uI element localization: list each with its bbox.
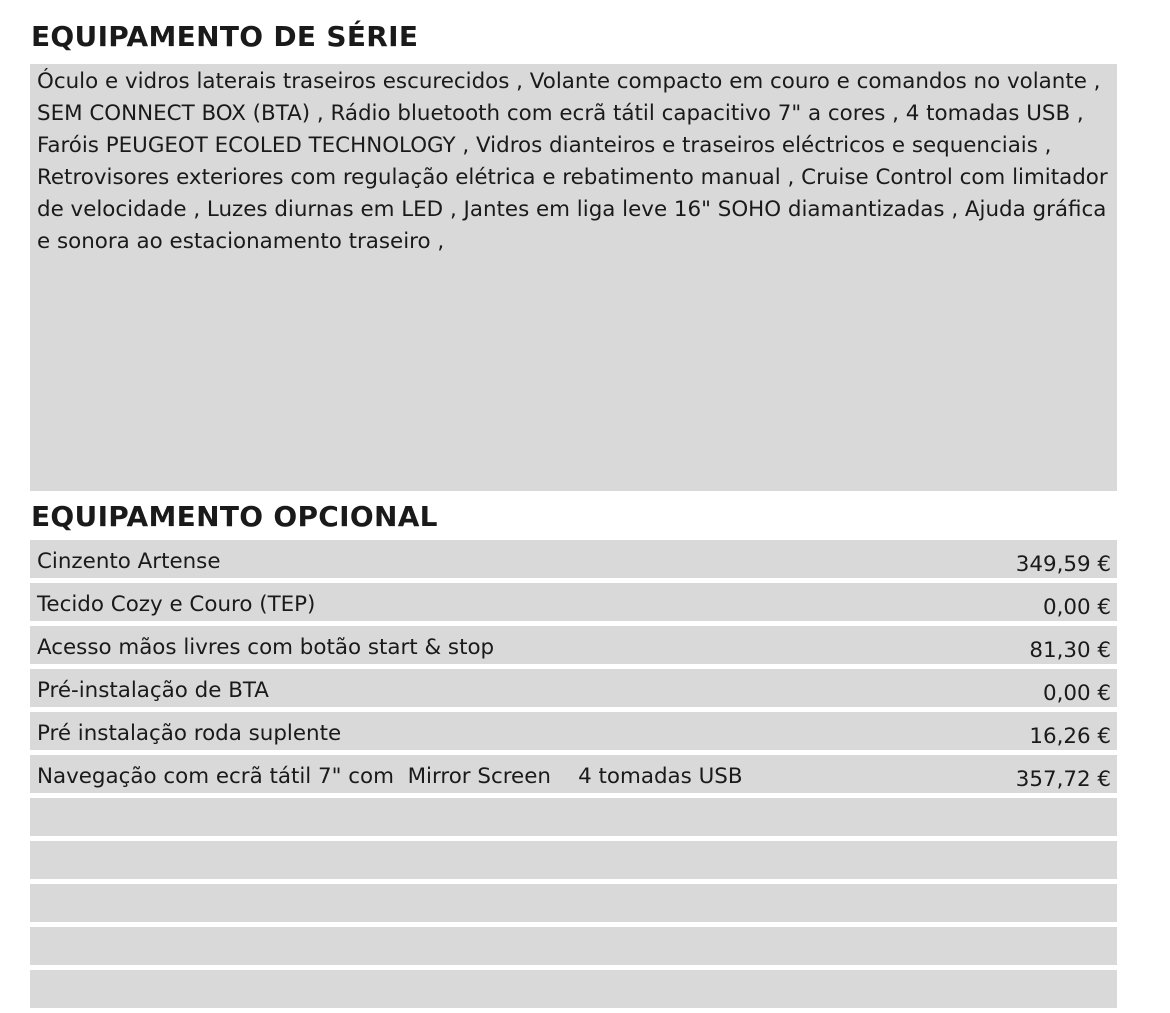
optional-item-row [30,712,1117,750]
optional-item-price: 16,26 € [1029,724,1111,749]
optional-item-price: 349,59 € [1015,552,1111,577]
empty-row [30,970,1117,1008]
standard-equipment-panel [30,64,1117,491]
optional-item-label: Cinzento Artense [37,549,221,574]
optional-item-price: 0,00 € [1042,595,1111,620]
optional-item-price: 357,72 € [1015,767,1111,792]
empty-row [30,841,1117,879]
optional-item-row [30,626,1117,664]
optional-item-label: Acesso mãos livres com botão start & stop [37,635,495,660]
empty-row [30,798,1117,836]
optional-item-row [30,755,1117,793]
optional-equipment-list [30,540,1117,1013]
optional-item-row [30,583,1117,621]
optional-item-row [30,669,1117,707]
standard-equipment-text: Óculo e vidros laterais traseiros escurecidos , Volante compacto em couro e comandos no volante , SEM CONNECT BOX (BTA) , Rádio bluetooth com ecrã tátil capacitivo 7" a cores , 4 tomadas USB , Faróis PEUGEOT ECOLED TECHNOLOGY , Vidros dianteiros e traseiros eléctricos e sequenciais , Retrovisores exteriores com regulação elétrica e rebatimento manual , Cruise Control com limitador de velocidade , Luzes diurnas em LED , Jantes em liga leve 16" SOHO diamantizadas , Ajuda gráfica e sonora ao estacionamento traseiro , [37,69,1108,254]
optional-item-label: Tecido Cozy e Couro (TEP) [37,592,316,617]
optional-item-price: 81,30 € [1029,638,1111,663]
optional-item-price: 0,00 € [1042,681,1111,706]
optional-item-label: Pré-instalação de BTA [37,678,269,703]
optional-item-label: Pré instalação roda suplente [37,721,342,746]
standard-equipment-title: EQUIPAMENTO DE SÉRIE [31,20,419,53]
empty-row [30,884,1117,922]
empty-row [30,927,1117,965]
optional-equipment-title: EQUIPAMENTO OPCIONAL [31,500,438,533]
optional-item-row [30,540,1117,578]
optional-item-label: Navegação com ecrã tátil 7" com Mirror Screen 4 tomadas USB [37,764,743,789]
